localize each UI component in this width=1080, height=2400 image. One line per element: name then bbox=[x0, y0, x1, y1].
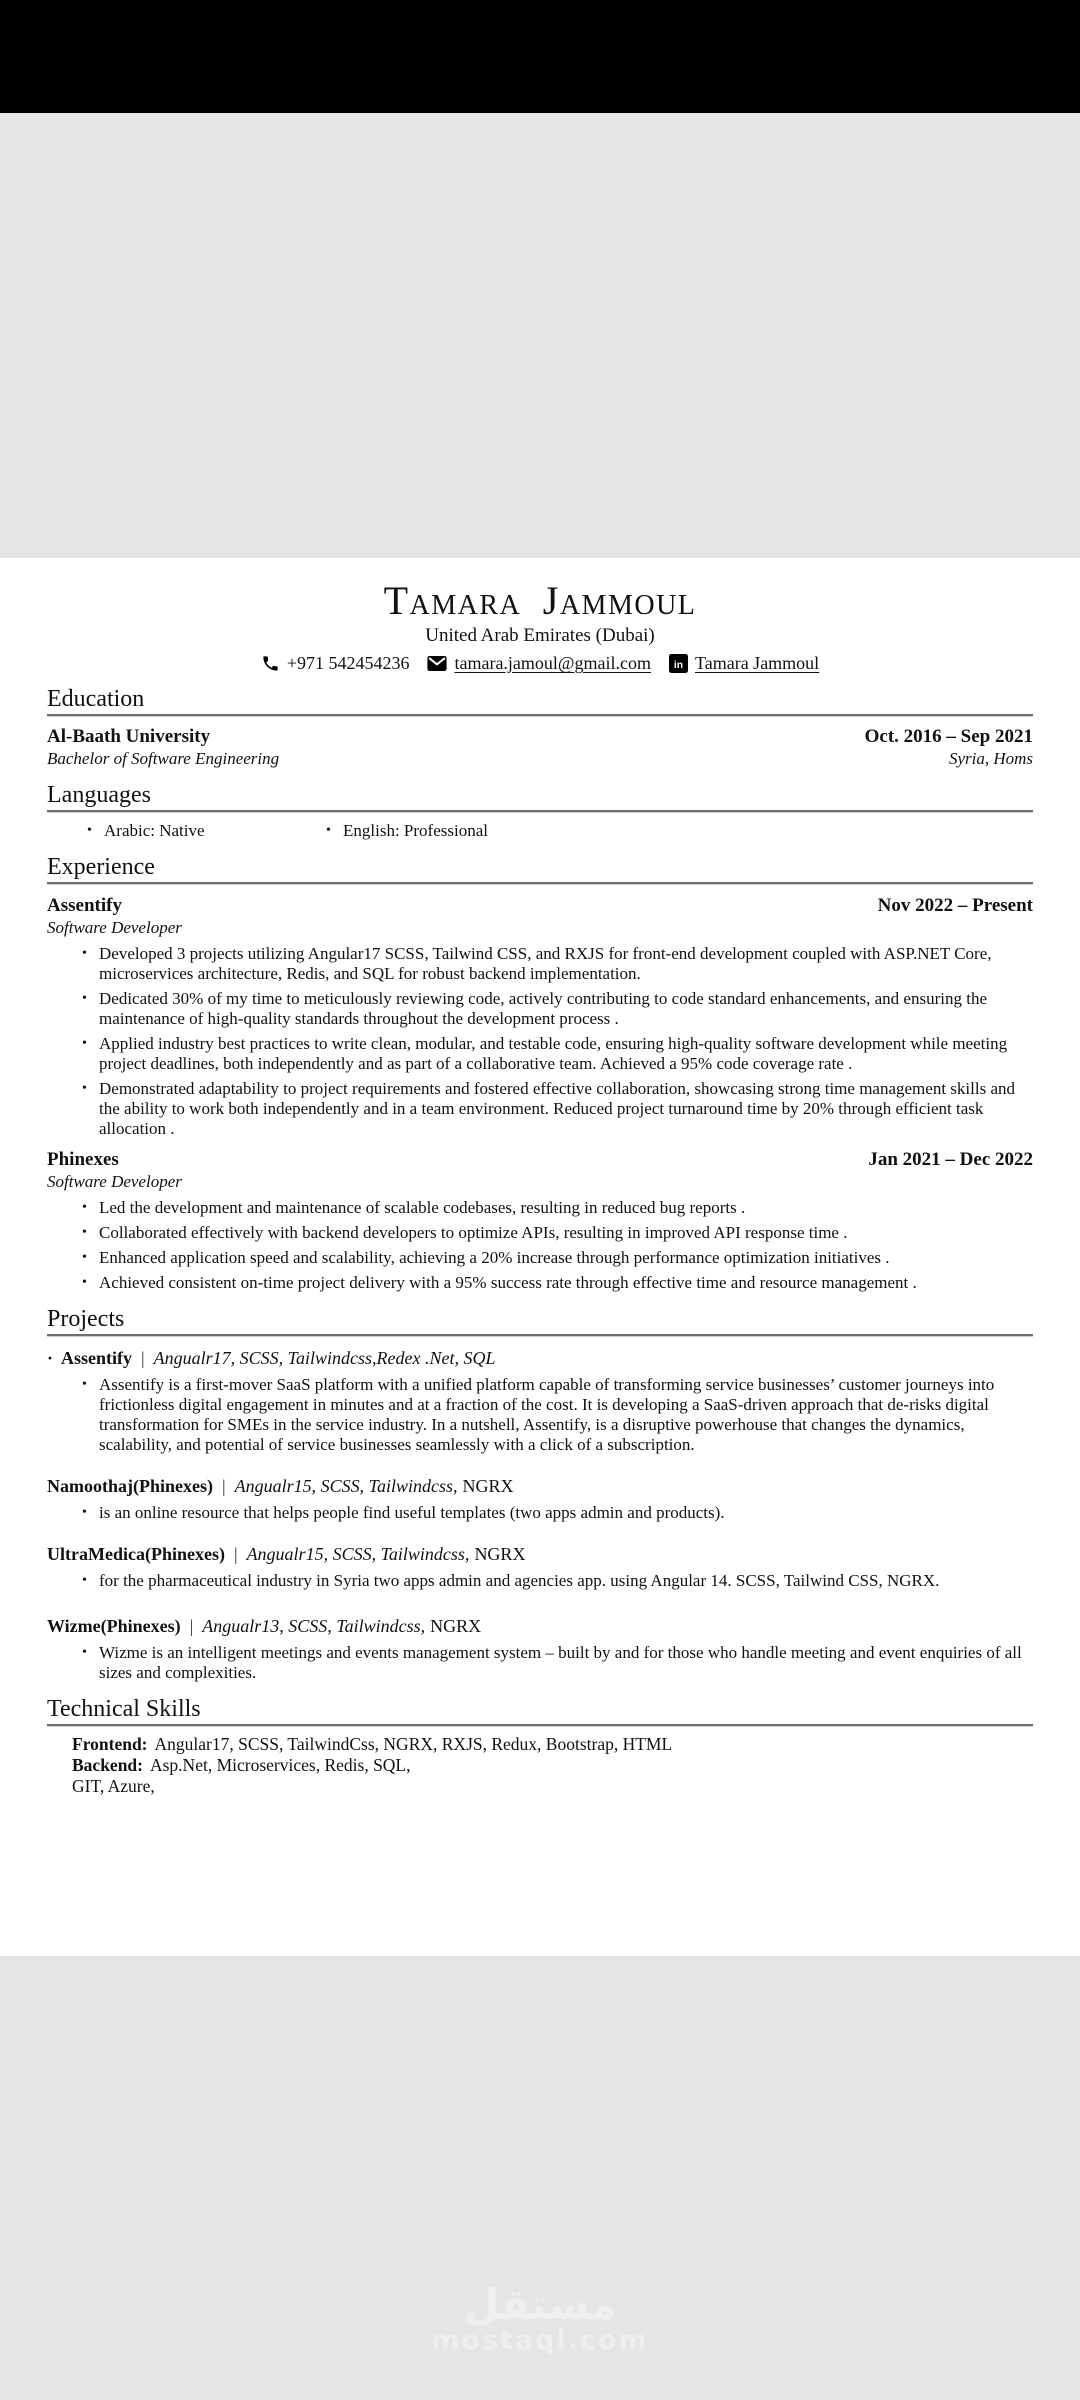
email-link[interactable]: tamara.jamoul@gmail.com bbox=[454, 653, 651, 673]
skills-label: Backend: bbox=[72, 1755, 143, 1775]
bullet-item: • for the pharmaceutical industry in Syria two apps admin and agencies app. using Angular 14. SCSS, Tailwind CSS, NGRX. bbox=[99, 1571, 1033, 1591]
section-languages bbox=[47, 782, 1033, 841]
project-entry-namoothaj bbox=[47, 1475, 1033, 1523]
project-separator: | bbox=[233, 1544, 238, 1564]
linkedin-link[interactable]: Tamara Jammoul bbox=[694, 653, 820, 673]
section-divider bbox=[47, 1334, 1033, 1337]
section-title-languages: Languages bbox=[47, 782, 151, 808]
skills-value: GIT, Azure, bbox=[72, 1776, 155, 1796]
linkedin-icon bbox=[669, 654, 688, 673]
section-divider bbox=[47, 714, 1033, 717]
skills-label: Frontend: bbox=[72, 1734, 148, 1754]
project-stack: Angualr15, SCSS, Tailwindcss, bbox=[234, 1476, 458, 1496]
project-stack: Angualr15, SCSS, Tailwindcss, bbox=[246, 1544, 470, 1564]
section-experience bbox=[47, 854, 1033, 1293]
language-item: • English: Professional bbox=[343, 821, 488, 841]
contact-phone bbox=[261, 653, 410, 673]
project-bullet-list bbox=[47, 1375, 1033, 1455]
bullet-item: • Demonstrated adaptability to project requirements and fostered effective collaboration, showcasing strong time management skills and the ability to work both independently and in a team environment. Reduced project turnaround time by 20% through efficient task allocation . bbox=[99, 1079, 1033, 1139]
project-separator: | bbox=[141, 1348, 145, 1368]
project-bullet-list bbox=[47, 1503, 1033, 1523]
project-stack: Angualr17, SCSS, Tailwindcss,Redex .Net, SQL bbox=[153, 1348, 496, 1368]
project-stack-plain: NGRX bbox=[474, 1544, 526, 1564]
skills-block bbox=[47, 1734, 1033, 1797]
section-title-projects: Projects bbox=[47, 1306, 125, 1332]
resume-location: United Arab Emirates (Dubai) bbox=[425, 625, 655, 646]
svg-text:in: in bbox=[673, 659, 684, 671]
project-lead-dot: · bbox=[47, 1348, 54, 1368]
job-dates: Jan 2021 – Dec 2022 bbox=[868, 1149, 1033, 1170]
section-divider bbox=[47, 882, 1033, 885]
project-bullet-list bbox=[47, 1571, 1033, 1591]
project-stack-plain: NGRX bbox=[430, 1616, 482, 1636]
mostaql-logo-arabic: مستقل bbox=[463, 2280, 617, 2329]
section-divider bbox=[47, 810, 1033, 813]
project-name: Wizme(Phinexes) bbox=[47, 1616, 181, 1636]
bullet-item: • Led the development and maintenance of scalable codebases, resulting in reduced bug reports . bbox=[99, 1198, 1033, 1218]
bullet-item: • Wizme is an intelligent meetings and events management system – built by and for those who handle meeting and event enquiries of all sizes and complexities. bbox=[99, 1643, 1033, 1683]
mostaql-logo-latin: mostaql.com bbox=[431, 2325, 649, 2356]
bullet-item: • Dedicated 30% of my time to meticulously reviewing code, actively contributing to code standard enhancements, and ensuring the maintenance of high-quality standards throughout the development process . bbox=[99, 989, 1033, 1029]
education-dates: Oct. 2016 – Sep 2021 bbox=[864, 726, 1033, 747]
experience-entry-phinexes bbox=[47, 1149, 1033, 1293]
bullet-item: • Assentify is a first-mover SaaS platform with a unified platform capable of transforming service businesses’ customer journeys into frictionless digital engagement in minutes and at a fraction of the cost. It is developing a SaaS-driven approach that de-risks digital transformation for SMEs in the service industry. In a nutshell, Assentify, is a disruptive powerhouse that changes the dynamics, scalability, and potential of service businesses seamlessly with a click of a subscription. bbox=[99, 1375, 1033, 1455]
phone-number: +971 542454236 bbox=[286, 653, 410, 673]
skills-value: Asp.Net, Microservices, Redis, SQL, bbox=[149, 1755, 411, 1775]
project-name: Namoothaj(Phinexes) bbox=[47, 1476, 213, 1496]
degree-name: Bachelor of Software Engineering bbox=[47, 749, 280, 768]
bullet-item: • is an online resource that helps people find useful templates (two apps admin and products). bbox=[99, 1503, 1033, 1523]
contact-email[interactable] bbox=[427, 653, 651, 673]
section-education bbox=[47, 686, 1033, 769]
envelope-icon bbox=[427, 655, 447, 672]
school-name: Al-Baath University bbox=[47, 726, 211, 747]
skills-line-tools bbox=[72, 1776, 1033, 1797]
bullet-item: • Achieved consistent on-time project delivery with a 95% success rate through effective time and resource management . bbox=[99, 1273, 1033, 1293]
job-bullet-list bbox=[47, 944, 1033, 1139]
company-name: Phinexes bbox=[47, 1149, 119, 1170]
section-title-skills: Technical Skills bbox=[47, 1696, 201, 1722]
mostaql-watermark bbox=[0, 2280, 1080, 2356]
bullet-item: • Collaborated effectively with backend developers to optimize APIs, resulting in improved API response time . bbox=[99, 1223, 1033, 1243]
project-entry-ultramedica bbox=[47, 1543, 1033, 1591]
project-bullet-list bbox=[47, 1643, 1033, 1683]
project-stack-plain: NGRX bbox=[462, 1476, 514, 1496]
section-projects bbox=[47, 1306, 1033, 1683]
project-entry-assentify bbox=[47, 1347, 1033, 1455]
experience-entry-assentify bbox=[47, 895, 1033, 1139]
project-entry-wizme bbox=[47, 1615, 1033, 1683]
job-role: Software Developer bbox=[47, 1172, 182, 1191]
top-black-bar bbox=[0, 0, 1080, 113]
resume-page bbox=[0, 558, 1080, 1956]
contact-row bbox=[47, 653, 1033, 673]
language-item: • Arabic: Native bbox=[104, 821, 343, 841]
bullet-item: • Developed 3 projects utilizing Angular17 SCSS, Tailwind CSS, and RXJS for front-end development coupled with ASP.NET Core, microservices architecture, Redis, and SQL for robust backend implementation. bbox=[99, 944, 1033, 984]
skills-line-backend bbox=[72, 1755, 1033, 1776]
project-name: Assentify bbox=[61, 1348, 133, 1368]
project-name: UltraMedica(Phinexes) bbox=[47, 1544, 225, 1564]
education-location: Syria, Homs bbox=[948, 749, 1033, 768]
skills-line-frontend bbox=[72, 1734, 1033, 1755]
resume-name: Tamara Jammoul bbox=[383, 578, 697, 623]
project-separator: | bbox=[189, 1616, 194, 1636]
job-role: Software Developer bbox=[47, 918, 182, 937]
skills-value: Angular17, SCSS, TailwindCss, NGRX, RXJS, Redux, Bootstrap, HTML bbox=[154, 1734, 673, 1754]
bullet-item: • Applied industry best practices to write clean, modular, and testable code, ensuring high-quality software development while meeting project deadlines, both independently and as part of a collaborative team. Achieved a 95% code coverage rate . bbox=[99, 1034, 1033, 1074]
section-title-education: Education bbox=[47, 686, 145, 712]
job-dates: Nov 2022 – Present bbox=[877, 895, 1033, 916]
bullet-item: • Enhanced application speed and scalability, achieving a 20% increase through performance optimization initiatives . bbox=[99, 1248, 1033, 1268]
project-separator: | bbox=[221, 1476, 226, 1496]
document-viewer[interactable] bbox=[0, 113, 1080, 2400]
languages-list bbox=[47, 821, 1033, 841]
section-title-experience: Experience bbox=[47, 854, 155, 880]
section-technical-skills bbox=[47, 1696, 1033, 1797]
company-name: Assentify bbox=[47, 895, 122, 916]
phone-icon bbox=[261, 654, 280, 673]
contact-linkedin[interactable] bbox=[669, 653, 819, 673]
section-divider bbox=[47, 1724, 1033, 1727]
job-bullet-list bbox=[47, 1198, 1033, 1293]
project-stack: Angualr13, SCSS, Tailwindcss, bbox=[202, 1616, 426, 1636]
